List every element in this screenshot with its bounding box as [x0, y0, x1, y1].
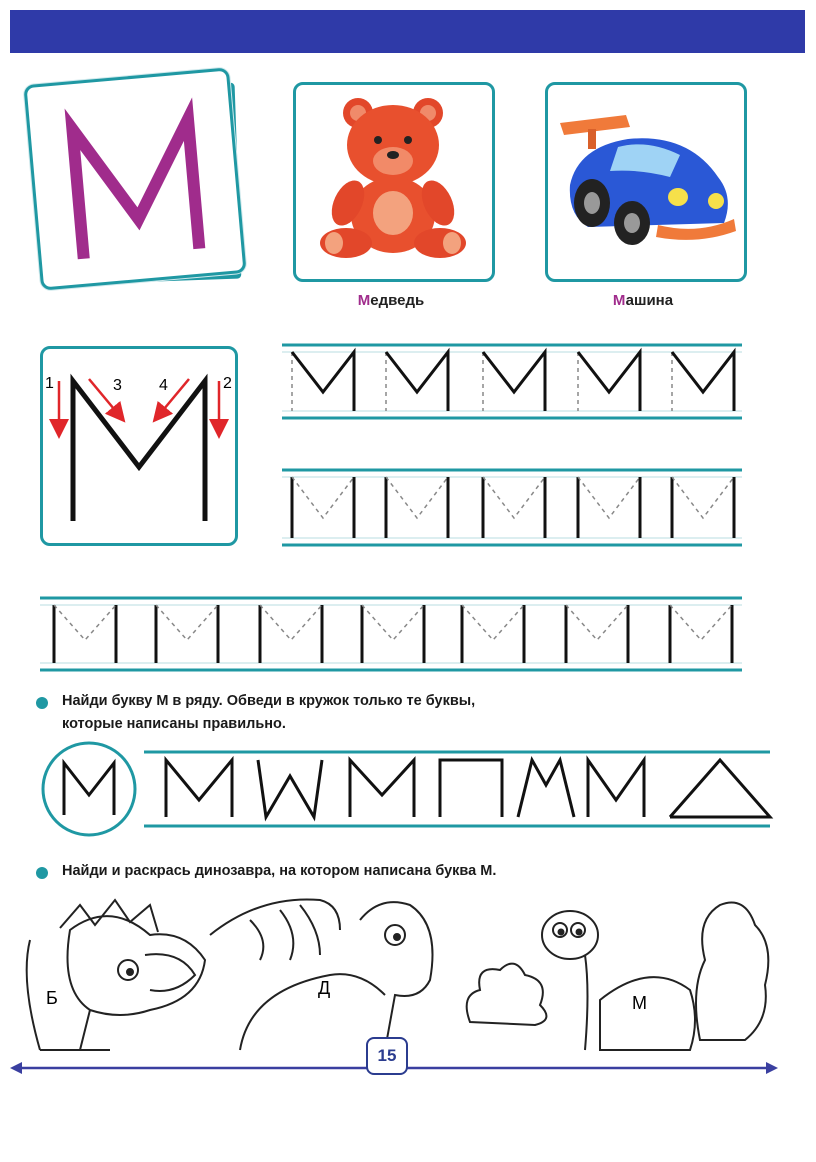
letter-card — [28, 72, 248, 292]
tracing-row-2 — [282, 470, 742, 545]
task-2-bullet — [36, 867, 48, 879]
caption-teddy-rest: едведь — [370, 292, 425, 309]
task-2-text — [62, 860, 662, 883]
letter-card-face — [23, 67, 246, 290]
task-1-text — [62, 690, 662, 736]
tree-icon — [696, 903, 768, 1041]
stroke-number-2: 2 — [223, 375, 232, 392]
baby-dinosaur-icon — [542, 911, 695, 1050]
long-neck-dinosaur-icon — [210, 899, 433, 1050]
tracing-row-1 — [282, 345, 742, 418]
stroke-order-diagram — [43, 349, 235, 543]
stroke-number-4: 4 — [159, 377, 168, 394]
big-letter-m — [27, 71, 244, 288]
page-number: 15 — [366, 1037, 408, 1075]
letter-choice-row — [43, 743, 770, 835]
caption-car — [543, 292, 743, 309]
task-1-line-2: которые написаны правильно. — [62, 716, 286, 732]
caption-teddy — [291, 292, 491, 309]
picture-card-car — [545, 82, 747, 282]
stroke-order-card — [40, 346, 238, 546]
caption-car-rest: ашина — [625, 292, 674, 309]
bush-icon — [467, 964, 547, 1025]
top-banner — [10, 10, 805, 53]
triceratops-icon — [27, 900, 205, 1050]
caption-car-first-letter: М — [612, 292, 626, 309]
task-1-bullet — [36, 697, 48, 709]
stroke-number-3: 3 — [113, 377, 122, 394]
picture-card-teddy — [293, 82, 495, 282]
caption-teddy-first-letter: М — [357, 292, 371, 309]
race-car-icon — [548, 85, 744, 279]
task-1-line-1: Найди букву М в ряду. Обведи в кружок только те буквы, — [62, 693, 476, 709]
stroke-number-1: 1 — [45, 375, 54, 392]
dinosaur-1-letter: Б — [46, 988, 58, 1008]
dinosaur-2-letter: Д — [318, 978, 331, 998]
task-2-line-1: Найди и раскрась динозавра, на котором написана буква М. — [62, 863, 497, 879]
teddy-bear-icon — [296, 85, 492, 279]
dinosaur-3-letter: М — [632, 993, 647, 1013]
tracing-row-3 — [40, 598, 742, 670]
